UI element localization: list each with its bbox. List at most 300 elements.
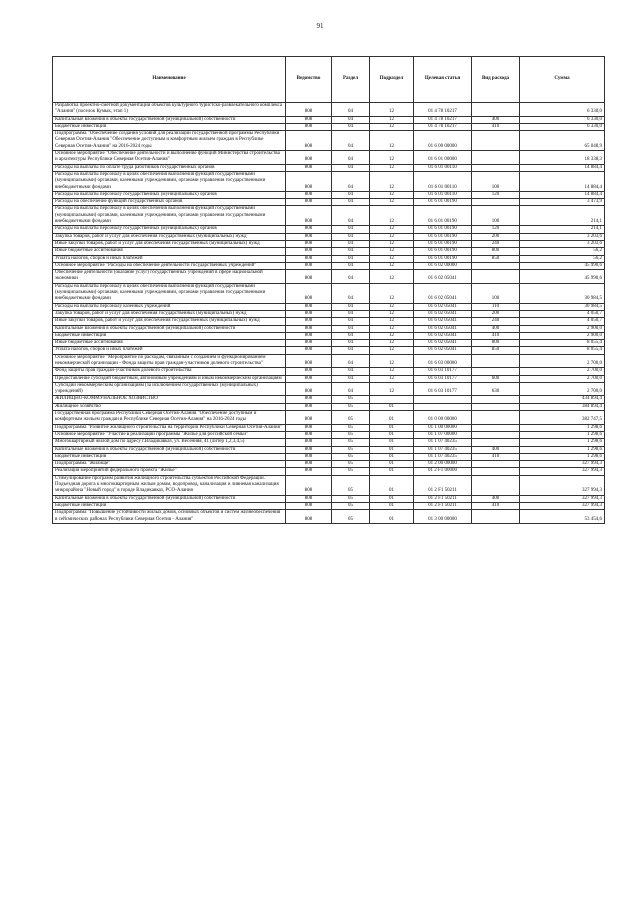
- cell-section: 04: [332, 303, 370, 310]
- cell-target-article: [414, 396, 472, 403]
- cell-section: 04: [332, 375, 370, 382]
- cell-name: Основное мероприятие "Обеспечение деятельности и выполнение функций Министерства строительства и архитектуры Республики Северная Осетия-Алания": [53, 151, 286, 165]
- cell-department: 808: [286, 468, 332, 475]
- cell-section: 04: [332, 368, 370, 375]
- table-row: [53, 461, 605, 468]
- header-name: Наименование: [53, 57, 286, 103]
- cell-target-article: 01 6 03 10177: [414, 382, 472, 396]
- cell-department: 808: [286, 439, 332, 446]
- cell-subsection: 12: [370, 325, 414, 332]
- cell-sum: 214,1: [520, 226, 605, 233]
- cell-department: 808: [286, 502, 332, 509]
- cell-name: Расходы на выплаты персоналу государственных (муниципальных) органов: [53, 226, 286, 233]
- cell-sum: 327 994,3: [520, 495, 605, 502]
- cell-subsection: 12: [370, 151, 414, 165]
- cell-subsection: 01: [370, 403, 414, 410]
- cell-name: Бюджетные инвестиции: [53, 502, 286, 509]
- cell-section: 04: [332, 262, 370, 269]
- cell-section: 05: [332, 453, 370, 460]
- table-row: [53, 396, 605, 403]
- table-row: [53, 206, 605, 226]
- cell-section: 05: [332, 424, 370, 431]
- cell-subsection: 12: [370, 233, 414, 240]
- cell-expense-type: 100: [472, 171, 520, 191]
- cell-target-article: 01 6 02 05041: [414, 325, 472, 332]
- cell-target-article: 01 6 01 00190: [414, 255, 472, 262]
- cell-section: 04: [332, 199, 370, 206]
- cell-subsection: [370, 396, 414, 403]
- cell-department: 808: [286, 431, 332, 438]
- cell-section: 04: [332, 206, 370, 226]
- cell-section: 04: [332, 270, 370, 284]
- cell-name: Расходы на выплаты по оплате труда работников государственных органов: [53, 164, 286, 171]
- table-row: [53, 171, 605, 191]
- table-row: [53, 354, 605, 368]
- table-row: [53, 123, 605, 130]
- cell-department: 808: [286, 375, 332, 382]
- cell-target-article: 01 6 03 10177: [414, 368, 472, 375]
- cell-section: 05: [332, 446, 370, 453]
- cell-expense-type: 240: [472, 240, 520, 247]
- cell-sum: 56,2: [520, 255, 605, 262]
- cell-target-article: 01 6 01 00190: [414, 240, 472, 247]
- cell-target-article: 01 6 01 00190: [414, 199, 472, 206]
- cell-sum: 3 473,9: [520, 199, 605, 206]
- cell-department: 808: [286, 123, 332, 130]
- cell-department: 808: [286, 310, 332, 317]
- cell-subsection: 12: [370, 382, 414, 396]
- cell-department: 808: [286, 248, 332, 255]
- cell-target-article: 01 2 F1 00000: [414, 468, 472, 475]
- table-row: [53, 403, 605, 410]
- cell-subsection: 12: [370, 368, 414, 375]
- cell-subsection: 12: [370, 199, 414, 206]
- cell-expense-type: 410: [472, 123, 520, 130]
- table-row: [53, 318, 605, 325]
- cell-expense-type: [472, 431, 520, 438]
- cell-name: Расходы на выплаты персоналу в целях обеспечения выполнения функций государственными (муниципальными) органами, казенными учреждениями, органами управления государственными внебюджетными фондами: [53, 206, 286, 226]
- cell-expense-type: 630: [472, 382, 520, 396]
- cell-section: 04: [332, 116, 370, 123]
- table-row: [53, 453, 605, 460]
- cell-sum: 45 990,6: [520, 262, 605, 269]
- table-row: [53, 303, 605, 310]
- cell-sum: 4 050,7: [520, 310, 605, 317]
- cell-subsection: 01: [370, 502, 414, 509]
- cell-sum: 2 900,0: [520, 332, 605, 339]
- cell-section: 04: [332, 103, 370, 117]
- cell-target-article: 01 6 01 00110: [414, 164, 472, 171]
- cell-target-article: 01 3 00 00000: [414, 510, 472, 524]
- cell-name: Расходы на выплаты персоналу в целях обеспечения выполнения функций государственными (муниципальными) органами, казенными учреждениями, органами управления государственными внебюджетными фондами: [53, 283, 286, 303]
- cell-name: Подпрограмма "Повышение устойчивости жилых домов, основных объектов и систем жизнеобеспечения в сейсмических районах Республики Северная Осетия - Алания": [53, 510, 286, 524]
- cell-sum: 4 050,7: [520, 318, 605, 325]
- cell-target-article: 01 6 01 00000: [414, 151, 472, 165]
- cell-target-article: 01 6 01 00190: [414, 248, 472, 255]
- table-header-row: [53, 57, 605, 103]
- cell-subsection: 01: [370, 468, 414, 475]
- cell-expense-type: [472, 262, 520, 269]
- cell-target-article: 01 2 F1 50211: [414, 495, 472, 502]
- cell-target-article: 01 1 00 00000: [414, 424, 472, 431]
- cell-sum: 327 994,3: [520, 461, 605, 468]
- cell-subsection: 12: [370, 340, 414, 347]
- cell-subsection: 01: [370, 475, 414, 495]
- cell-department: 808: [286, 475, 332, 495]
- cell-department: 808: [286, 368, 332, 375]
- cell-department: 808: [286, 396, 332, 403]
- cell-department: 808: [286, 255, 332, 262]
- cell-target-article: 01 1 07 40235: [414, 446, 472, 453]
- cell-expense-type: 850: [472, 347, 520, 354]
- cell-expense-type: [472, 368, 520, 375]
- cell-name: Реализация мероприятий федерального проекта "Жилье": [53, 468, 286, 475]
- table-row: [53, 475, 605, 495]
- table-row: [53, 103, 605, 117]
- cell-sum: 2 700,0: [520, 375, 605, 382]
- cell-department: 808: [286, 303, 332, 310]
- table-row: [53, 375, 605, 382]
- cell-department: 808: [286, 424, 332, 431]
- cell-target-article: 01 6 02 05041: [414, 303, 472, 310]
- header-sum: Сумма: [520, 57, 605, 103]
- cell-expense-type: [472, 461, 520, 468]
- cell-name: Бюджетные инвестиции: [53, 123, 286, 130]
- cell-sum: 6 330,0: [520, 103, 605, 117]
- cell-name: Предоставление субсидий бюджетным, автономным учреждениям и иным некоммерческим организациям: [53, 375, 286, 382]
- cell-section: 04: [332, 354, 370, 368]
- cell-subsection: 12: [370, 270, 414, 284]
- cell-subsection: 01: [370, 495, 414, 502]
- table-row: [53, 262, 605, 269]
- cell-subsection: 12: [370, 171, 414, 191]
- cell-sum: 2 700,0: [520, 354, 605, 368]
- cell-subsection: 01: [370, 446, 414, 453]
- cell-sum: 6 330,0: [520, 116, 605, 123]
- table-row: [53, 233, 605, 240]
- cell-section: 05: [332, 495, 370, 502]
- cell-subsection: 12: [370, 255, 414, 262]
- cell-sum: 2 900,0: [520, 325, 605, 332]
- cell-department: 808: [286, 461, 332, 468]
- cell-sum: 434 894,4: [520, 396, 605, 403]
- cell-sum: 8 055,4: [520, 347, 605, 354]
- cell-sum: 214,1: [520, 206, 605, 226]
- cell-name: Стимулирование программ развития жилищного строительства субъектов Российской Федерации. Подъездная дорога к многоквартирным жилым домам, водопровод, канализация и ливневая канализация микрорайона "Новый город" в городе Владикавказ, РСО-Алания: [53, 475, 286, 495]
- cell-department: 808: [286, 453, 332, 460]
- table-row: [53, 325, 605, 332]
- cell-name: Бюджетные инвестиции: [53, 453, 286, 460]
- cell-section: 04: [332, 310, 370, 317]
- cell-department: 808: [286, 495, 332, 502]
- cell-expense-type: 110: [472, 303, 520, 310]
- cell-name: Основное мероприятие "Расходы на обеспечение деятельности государственных учреждений": [53, 262, 286, 269]
- cell-subsection: 12: [370, 206, 414, 226]
- cell-sum: 327 994,3: [520, 468, 605, 475]
- cell-subsection: 12: [370, 318, 414, 325]
- cell-department: 808: [286, 325, 332, 332]
- table-row: [53, 283, 605, 303]
- cell-expense-type: 800: [472, 340, 520, 347]
- cell-subsection: 01: [370, 453, 414, 460]
- table-row: [53, 502, 605, 509]
- cell-expense-type: 240: [472, 318, 520, 325]
- cell-department: 808: [286, 116, 332, 123]
- cell-name: Расходы на выплаты персоналу государственных (муниципальных) органов: [53, 191, 286, 198]
- cell-name: Обеспечение деятельности (оказание услуг) государственных учреждений в сфере национальной экономики: [53, 270, 286, 284]
- cell-target-article: 01 6 01 00190: [414, 226, 472, 233]
- cell-department: 808: [286, 206, 332, 226]
- cell-expense-type: 410: [472, 453, 520, 460]
- cell-subsection: 12: [370, 310, 414, 317]
- header-section: Раздел: [332, 57, 370, 103]
- cell-name: Закупка товаров, работ и услуг для обеспечения государственных (муниципальных) нужд: [53, 233, 286, 240]
- cell-section: 05: [332, 431, 370, 438]
- cell-target-article: 01 1 07 40235: [414, 453, 472, 460]
- cell-section: 05: [332, 468, 370, 475]
- table-row: [53, 310, 605, 317]
- cell-sum: 3 203,6: [520, 233, 605, 240]
- cell-expense-type: [472, 270, 520, 284]
- cell-section: 04: [332, 382, 370, 396]
- cell-expense-type: [472, 475, 520, 495]
- cell-section: 05: [332, 475, 370, 495]
- cell-department: 808: [286, 510, 332, 524]
- cell-expense-type: 400: [472, 325, 520, 332]
- header-subsection: Подраздел: [370, 57, 414, 103]
- table-row: [53, 131, 605, 151]
- cell-target-article: 01 6 02 05041: [414, 318, 472, 325]
- cell-department: 808: [286, 411, 332, 425]
- cell-section: 04: [332, 347, 370, 354]
- cell-section: 05: [332, 502, 370, 509]
- table-row: [53, 431, 605, 438]
- cell-expense-type: 410: [472, 502, 520, 509]
- cell-target-article: 01 6 02 05041: [414, 340, 472, 347]
- table-row: [53, 116, 605, 123]
- cell-target-article: [414, 403, 472, 410]
- cell-department: 808: [286, 318, 332, 325]
- cell-section: 04: [332, 123, 370, 130]
- cell-name: Расходы на выплаты персоналу в целях обеспечения выполнения функций государственными (муниципальными) органами, казенными учреждениями, органами управления государственными внебюджетными фондами: [53, 171, 286, 191]
- cell-department: 808: [286, 164, 332, 171]
- cell-sum: 30 984,5: [520, 283, 605, 303]
- cell-expense-type: [472, 403, 520, 410]
- cell-department: 808: [286, 233, 332, 240]
- cell-sum: 65 048,9: [520, 131, 605, 151]
- cell-expense-type: 400: [472, 116, 520, 123]
- cell-target-article: 01 6 02 05041: [414, 347, 472, 354]
- cell-sum: 30 984,5: [520, 303, 605, 310]
- cell-expense-type: [472, 411, 520, 425]
- cell-section: 04: [332, 283, 370, 303]
- budget-table: [52, 56, 605, 524]
- cell-subsection: 01: [370, 510, 414, 524]
- cell-section: 04: [332, 191, 370, 198]
- cell-subsection: 12: [370, 347, 414, 354]
- cell-name: Расходы на обеспечение функций государственных органов: [53, 199, 286, 206]
- cell-expense-type: 600: [472, 375, 520, 382]
- cell-target-article: 01 6 03 00000: [414, 354, 472, 368]
- cell-subsection: 12: [370, 375, 414, 382]
- table-row: [53, 240, 605, 247]
- table-row: [53, 411, 605, 425]
- cell-section: 05: [332, 461, 370, 468]
- cell-name: Разработка проектно-сметной документации объектов культурного туристско-развлекательного комплекса "Алания" (поселок Кумык, этап 1): [53, 103, 286, 117]
- cell-department: 808: [286, 270, 332, 284]
- cell-sum: 3 203,6: [520, 240, 605, 247]
- cell-target-article: 01 6 02 05041: [414, 270, 472, 284]
- table-row: [53, 191, 605, 198]
- table-row: [53, 164, 605, 171]
- cell-subsection: 01: [370, 424, 414, 431]
- cell-expense-type: [472, 396, 520, 403]
- cell-subsection: 12: [370, 303, 414, 310]
- cell-name: Закупка товаров, работ и услуг для обеспечения государственных (муниципальных) нужд: [53, 310, 286, 317]
- cell-section: 04: [332, 151, 370, 165]
- cell-subsection: 01: [370, 439, 414, 446]
- cell-subsection: 12: [370, 191, 414, 198]
- cell-section: 05: [332, 411, 370, 425]
- cell-name: Жилищное хозяйство: [53, 403, 286, 410]
- cell-section: 04: [332, 164, 370, 171]
- cell-expense-type: [472, 510, 520, 524]
- cell-name: Государственная программа Республики Северная Осетия-Алания "Обеспечение доступным и комфортным жильем граждан в Республике Северная Осетия-Алания" на 2016-2024 годы: [53, 411, 286, 425]
- cell-expense-type: 120: [472, 226, 520, 233]
- cell-expense-type: 400: [472, 446, 520, 453]
- cell-sum: 2 700,0: [520, 382, 605, 396]
- table-row: [53, 151, 605, 165]
- table-row: [53, 495, 605, 502]
- cell-subsection: 12: [370, 164, 414, 171]
- cell-department: 808: [286, 103, 332, 117]
- cell-name: Капитальные вложения в объекты государственной (муниципальной) собственности: [53, 116, 286, 123]
- cell-section: 04: [332, 332, 370, 339]
- cell-department: 808: [286, 403, 332, 410]
- table-row: [53, 424, 605, 431]
- cell-expense-type: [472, 103, 520, 117]
- cell-target-article: 01 6 02 00000: [414, 262, 472, 269]
- cell-target-article: 01 4 78 10217: [414, 103, 472, 117]
- cell-target-article: 01 2 F1 50211: [414, 475, 472, 495]
- cell-name: Субсидии некоммерческим организациям (за исключением государственных (муниципальных) учреждений): [53, 382, 286, 396]
- cell-section: 05: [332, 396, 370, 403]
- cell-target-article: 01 1 07 00000: [414, 431, 472, 438]
- cell-expense-type: [472, 151, 520, 165]
- cell-section: 04: [332, 171, 370, 191]
- cell-subsection: 12: [370, 226, 414, 233]
- cell-section: 05: [332, 439, 370, 446]
- cell-subsection: 01: [370, 461, 414, 468]
- cell-sum: 1 298,6: [520, 446, 605, 453]
- cell-section: 05: [332, 403, 370, 410]
- cell-target-article: 01 4 78 10217: [414, 123, 472, 130]
- cell-subsection: 12: [370, 103, 414, 117]
- cell-name: Подпрограмма "Жилище": [53, 461, 286, 468]
- cell-target-article: 01 6 02 05041: [414, 332, 472, 339]
- cell-target-article: 01 4 78 10217: [414, 116, 472, 123]
- cell-expense-type: 200: [472, 310, 520, 317]
- cell-name: Иные бюджетные ассигнования: [53, 340, 286, 347]
- cell-name: Уплата налогов, сборов и иных платежей: [53, 255, 286, 262]
- cell-sum: 327 994,3: [520, 475, 605, 495]
- cell-sum: 14 884,4: [520, 191, 605, 198]
- cell-expense-type: [472, 354, 520, 368]
- cell-sum: 2 700,0: [520, 368, 605, 375]
- cell-target-article: 01 6 02 05041: [414, 310, 472, 317]
- cell-department: 808: [286, 226, 332, 233]
- cell-target-article: 01 1 07 40235: [414, 439, 472, 446]
- cell-section: 04: [332, 255, 370, 262]
- cell-expense-type: [472, 439, 520, 446]
- cell-department: 808: [286, 240, 332, 247]
- table-row: [53, 510, 605, 524]
- cell-name: Бюджетные инвестиции: [53, 332, 286, 339]
- cell-expense-type: 800: [472, 248, 520, 255]
- cell-sum: 1 298,6: [520, 424, 605, 431]
- cell-target-article: 01 0 00 00000: [414, 411, 472, 425]
- table-row: [53, 382, 605, 396]
- cell-subsection: 12: [370, 283, 414, 303]
- cell-section: 04: [332, 226, 370, 233]
- cell-department: 808: [286, 131, 332, 151]
- cell-subsection: 12: [370, 332, 414, 339]
- header-department: Ведомство: [286, 57, 332, 103]
- cell-name: Фонд защиты прав граждан-участников долевого строительства: [53, 368, 286, 375]
- cell-section: 04: [332, 340, 370, 347]
- cell-department: 808: [286, 151, 332, 165]
- table-row: [53, 368, 605, 375]
- cell-department: 808: [286, 354, 332, 368]
- cell-sum: 53 454,6: [520, 510, 605, 524]
- table-row: [53, 199, 605, 206]
- cell-name: Капитальные вложения в объекты государственной (муниципальной) собственности: [53, 325, 286, 332]
- cell-name: Капитальные вложения в объекты государственной (муниципальной) собственности: [53, 495, 286, 502]
- cell-name: ЖИЛИЩНО-КОММУНАЛЬНОЕ ХОЗЯЙСТВО: [53, 396, 286, 403]
- cell-expense-type: 410: [472, 332, 520, 339]
- cell-subsection: 12: [370, 131, 414, 151]
- cell-department: 808: [286, 446, 332, 453]
- cell-target-article: 01 6 01 00190: [414, 206, 472, 226]
- cell-subsection: 01: [370, 411, 414, 425]
- cell-subsection: 12: [370, 123, 414, 130]
- cell-sum: 8 055,4: [520, 340, 605, 347]
- cell-expense-type: 100: [472, 283, 520, 303]
- cell-expense-type: 400: [472, 495, 520, 502]
- cell-expense-type: [472, 199, 520, 206]
- cell-target-article: 01 2 00 00000: [414, 461, 472, 468]
- cell-sum: 6 330,0: [520, 123, 605, 130]
- cell-expense-type: 100: [472, 206, 520, 226]
- cell-department: 808: [286, 283, 332, 303]
- cell-name: Иные закупки товаров, работ и услуг для обеспечения государственных (муниципальных) нужд: [53, 240, 286, 247]
- cell-expense-type: 850: [472, 255, 520, 262]
- cell-subsection: 01: [370, 431, 414, 438]
- cell-sum: 1 298,6: [520, 439, 605, 446]
- cell-subsection: 12: [370, 354, 414, 368]
- cell-department: 808: [286, 171, 332, 191]
- cell-name: Капитальные вложения в объекты государственной (муниципальной) собственности: [53, 446, 286, 453]
- cell-section: 04: [332, 248, 370, 255]
- cell-sum: 45 990,6: [520, 270, 605, 284]
- cell-name: Уплата налогов, сборов и иных платежей: [53, 347, 286, 354]
- cell-expense-type: [472, 424, 520, 431]
- cell-expense-type: [472, 164, 520, 171]
- table-row: [53, 255, 605, 262]
- table-row: [53, 340, 605, 347]
- cell-name: Иные бюджетные ассигнования: [53, 248, 286, 255]
- cell-name: Основное мероприятие "Мероприятие по расходам, связанным с созданием и функционированием некоммерческой организации - Фонда защиты прав граждан-участников долевого строительства": [53, 354, 286, 368]
